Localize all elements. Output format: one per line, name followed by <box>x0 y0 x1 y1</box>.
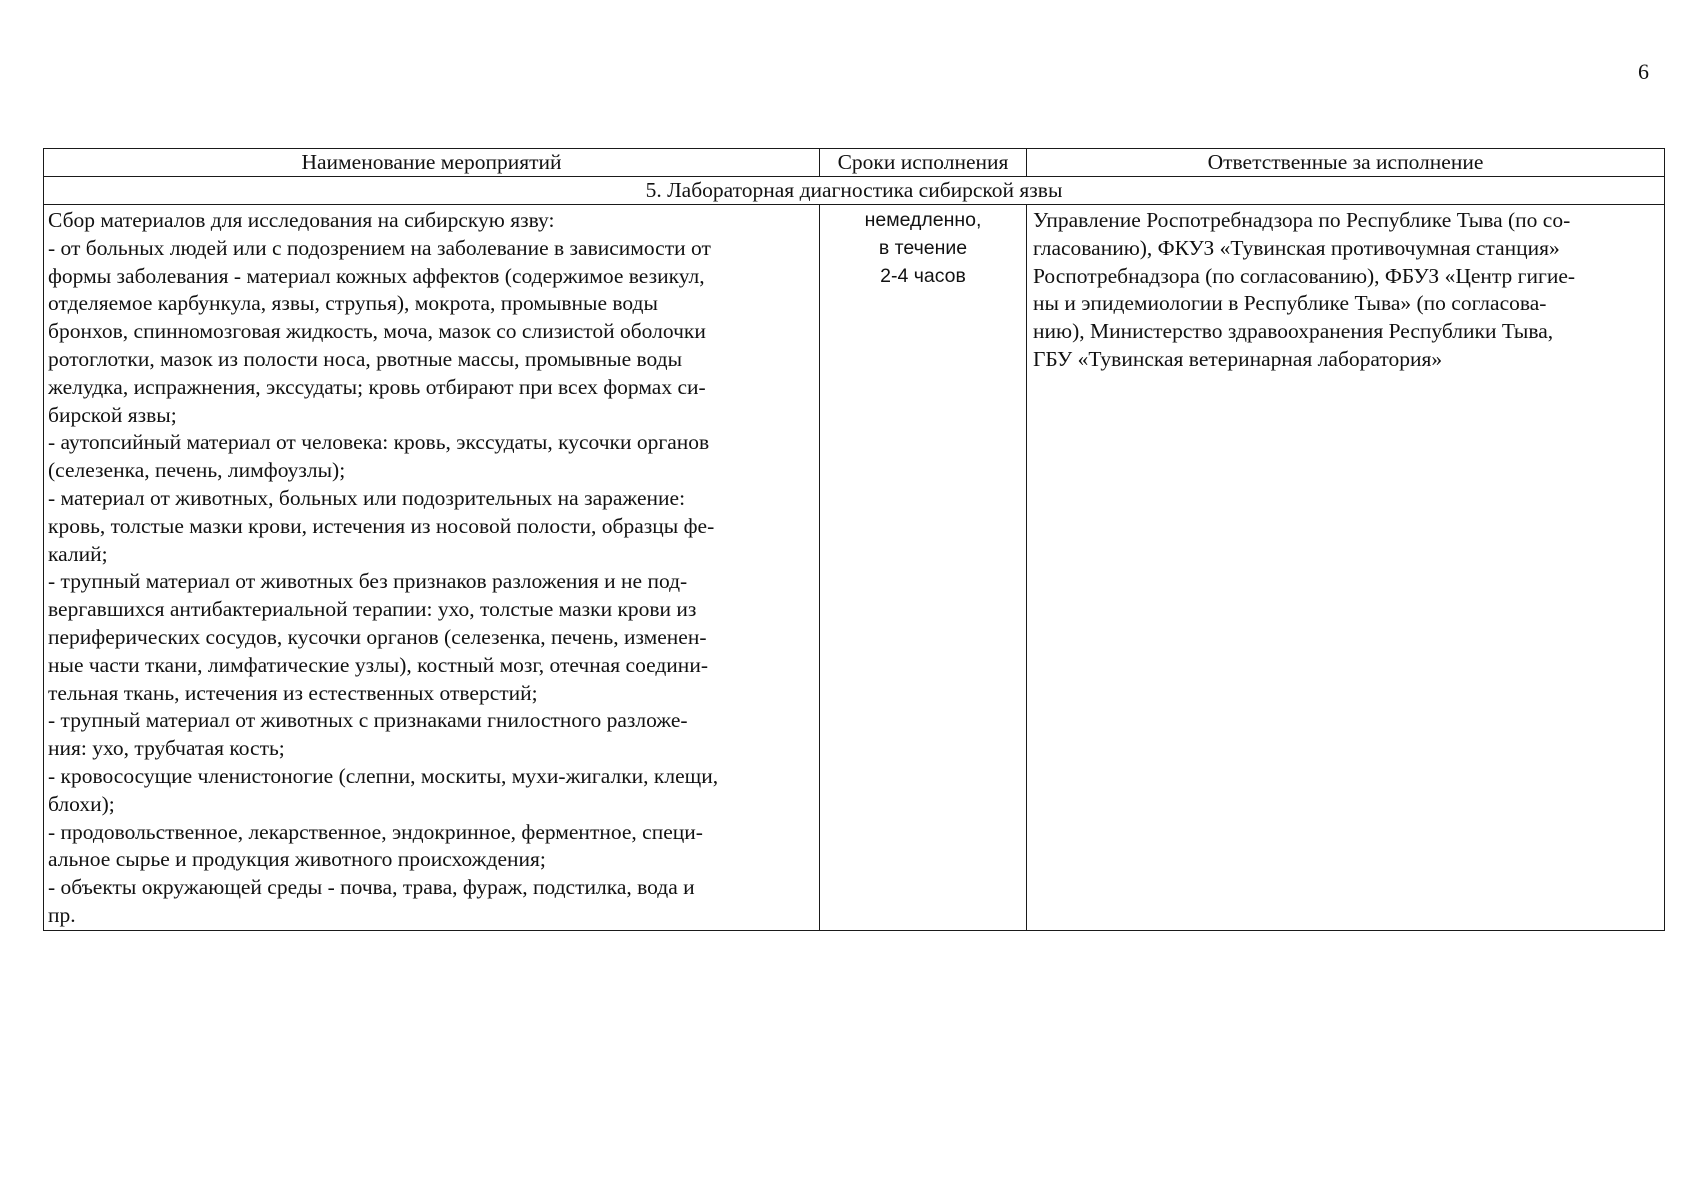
activity-line: желудка, испражнения, экссудаты; кровь отбирают при всех формах си- <box>48 374 706 399</box>
deadline-cell <box>820 205 1027 931</box>
activity-line: пр. <box>48 902 76 927</box>
section-title: 5. Лабораторная диагностика сибирской язвы <box>44 177 1665 205</box>
responsible-line: ны и эпидемиологии в Республике Тыва» (по согласова- <box>1033 291 1547 316</box>
activity-line: - объекты окружающей среды - почва, трава, фураж, подстилка, вода и <box>48 875 695 900</box>
activity-line: блохи); <box>48 791 115 816</box>
header-activity: Наименование мероприятий <box>44 149 820 177</box>
page-number: 6 <box>1638 59 1649 84</box>
activity-line: кровь, толстые мазки крови, истечения из носовой полости, образцы фе- <box>48 513 715 538</box>
activity-line: ные части ткани, лимфатические узлы), костный мозг, отечная соедини- <box>48 652 708 677</box>
responsible-line: Управление Роспотребнадзора по Республике Тыва (по со- <box>1033 208 1571 232</box>
responsible-line: Роспотребнадзора (по согласованию), ФБУЗ «Центр гигие- <box>1033 263 1576 288</box>
activity-line: формы заболевания - материал кожных аффектов (содержимое везикул, <box>48 263 705 288</box>
activity-line: - трупный материал от животных с признаками гнилостного разложе- <box>48 708 688 733</box>
responsible-line: гласованию), ФКУЗ «Тувинская противочумная станция» <box>1033 235 1560 260</box>
table-row <box>44 205 1665 931</box>
deadline-line: в течение <box>878 236 968 259</box>
activity-line: ния: ухо, трубчатая кость; <box>48 736 285 761</box>
activity-line: Сбор материалов для исследования на сибирскую язву: <box>48 208 555 232</box>
activity-line: - от больных людей или с подозрением на заболевание в зависимости от <box>48 235 711 260</box>
responsible-line: ГБУ «Тувинская ветеринарная лаборатория» <box>1033 346 1443 371</box>
activity-line: альное сырье и продукция животного происхождения; <box>48 847 546 872</box>
table-header-row <box>44 149 1665 177</box>
activity-line: калий; <box>48 541 108 566</box>
header-deadline: Сроки исполнения <box>820 149 1027 177</box>
activity-line: - материал от животных, больных или подозрительных на заражение: <box>48 485 686 510</box>
deadline-line: немедленно, <box>864 209 982 231</box>
activity-line: вергавшихся антибактериальной терапии: ухо, толстые мазки крови из <box>48 597 697 622</box>
activity-line: - трупный материал от животных без признаков разложения и не под- <box>48 569 688 594</box>
activity-line: периферических сосудов, кусочки органов (селезенка, печень, изменен- <box>48 624 707 649</box>
activity-line: тельная ткань, истечения из естественных отверстий; <box>48 680 538 705</box>
responsible-line: нию), Министерство здравоохранения Республики Тыва, <box>1033 319 1554 344</box>
activity-line: - кровососущие членистоногие (слепни, москиты, мухи-жигалки, клещи, <box>48 763 719 788</box>
section-row <box>44 177 1665 205</box>
deadline-line: 2-4 часов <box>880 264 966 287</box>
activity-line: (селезенка, печень, лимфоузлы); <box>48 458 346 483</box>
activity-cell <box>44 205 820 931</box>
activity-line: бронхов, спинномозговая жидкость, моча, мазок со слизистой оболочки <box>48 319 706 344</box>
activity-line: отделяемое карбункула, язвы, струпья), мокрота, промывные воды <box>48 291 658 316</box>
measures-table <box>43 148 1665 931</box>
activity-line: - аутопсийный материал от человека: кровь, экссудаты, кусочки органов <box>48 430 710 455</box>
activity-line: бирской язвы; <box>48 402 177 427</box>
activity-line: - продовольственное, лекарственное, эндокринное, ферментное, специ- <box>48 819 703 844</box>
responsible-cell <box>1027 205 1665 931</box>
header-responsible: Ответственные за исполнение <box>1027 149 1665 177</box>
activity-line: ротоглотки, мазок из полости носа, рвотные массы, промывные воды <box>48 346 683 371</box>
